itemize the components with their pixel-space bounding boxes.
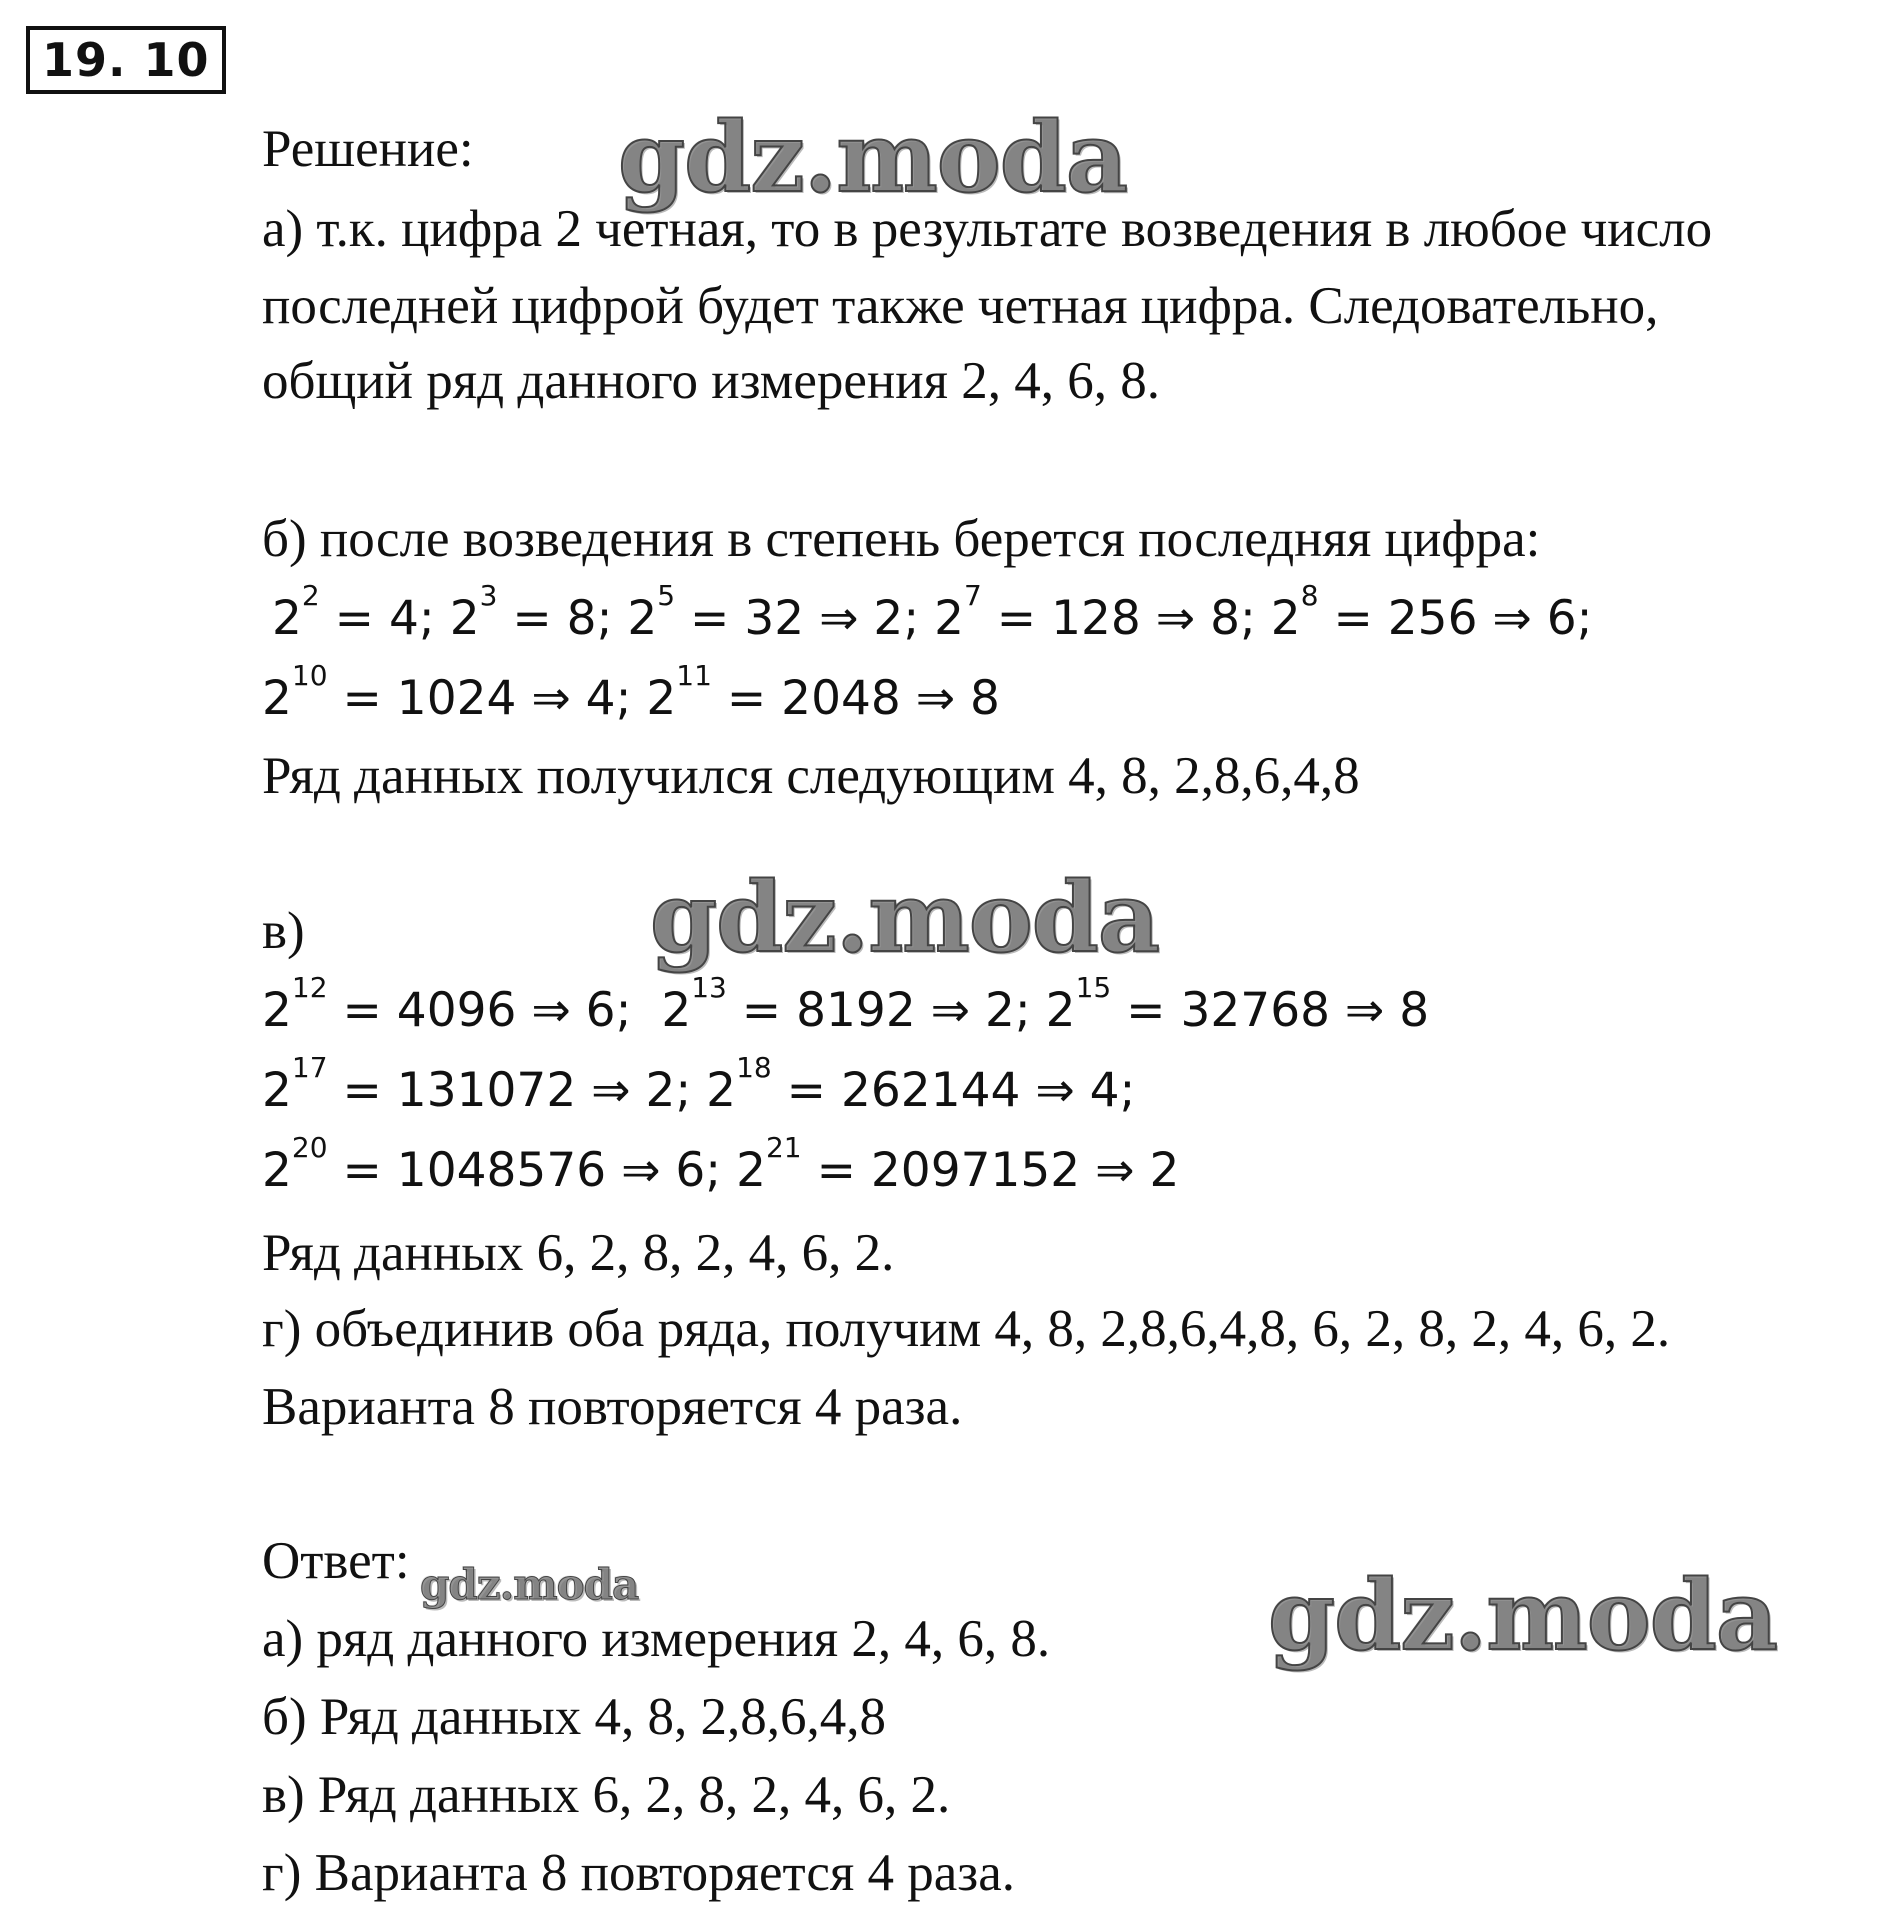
- power-result: = 2097152 ⇒ 2: [801, 1143, 1180, 1198]
- power-base: 2: [736, 1143, 766, 1198]
- part-b-math-line-2: [262, 659, 1000, 730]
- part-g-line-1: г) объединив оба ряда, получим 4, 8, 2,8,6,4,8, 6, 2, 8, 2, 4, 6, 2.: [262, 1300, 1671, 1358]
- part-v-label: в): [262, 902, 305, 960]
- problem-number: 19. 10: [26, 26, 226, 94]
- power-result: = 1048576 ⇒ 6;: [327, 1143, 737, 1198]
- watermark: gdz.moda: [420, 1560, 639, 1609]
- power-base: 2: [1270, 591, 1301, 646]
- part-b-intro: б) после возведения в степень берется последняя цифра:: [262, 510, 1541, 568]
- part-a-line-2: последней цифрой будет также четная цифра. Следовательно,: [262, 277, 1659, 335]
- power-exponent: 18: [736, 1051, 772, 1084]
- power-exponent: 8: [1300, 579, 1319, 612]
- power-exponent: 12: [291, 971, 328, 1004]
- power-base: 2: [449, 591, 480, 646]
- power-base: 2: [1045, 983, 1076, 1038]
- part-v-math-line-3: [262, 1131, 1180, 1202]
- power-base: 2: [706, 1063, 737, 1118]
- power-base: 2: [262, 983, 292, 1038]
- power-exponent: 21: [765, 1131, 802, 1164]
- power-result: = 262144 ⇒ 4;: [771, 1063, 1136, 1118]
- power-result: = 256 ⇒ 6;: [1318, 591, 1593, 646]
- answer-label: Ответ:: [262, 1532, 410, 1590]
- watermark: gdz.moda: [1268, 1559, 1778, 1672]
- power-exponent: 3: [479, 579, 498, 612]
- power-exponent: 13: [691, 971, 727, 1004]
- part-a-line-1: а) т.к. цифра 2 четная, то в результате возведения в любое число: [262, 200, 1713, 258]
- power-exponent: 2: [301, 579, 320, 612]
- power-base: 2: [646, 671, 677, 726]
- answer-a: а) ряд данного измерения 2, 4, 6, 8.: [262, 1610, 1051, 1668]
- answer-v: в) Ряд данных 6, 2, 8, 2, 4, 6, 2.: [262, 1766, 951, 1824]
- part-v-math-line-1: [262, 971, 1430, 1042]
- power-base: 2: [934, 591, 965, 646]
- power-result: = 128 ⇒ 8;: [981, 591, 1271, 646]
- power-exponent: 20: [291, 1131, 328, 1164]
- answer-g: г) Варианта 8 повторяется 4 раза.: [262, 1844, 1015, 1902]
- power-result: = 1024 ⇒ 4;: [327, 671, 647, 726]
- power-base: 2: [272, 591, 302, 646]
- power-base: 2: [661, 983, 692, 1038]
- power-result: = 32 ⇒ 2;: [675, 591, 935, 646]
- power-base: 2: [627, 591, 658, 646]
- power-result: = 4096 ⇒ 6;: [327, 983, 662, 1038]
- solution-label: Решение:: [262, 120, 474, 178]
- part-v-result: Ряд данных 6, 2, 8, 2, 4, 6, 2.: [262, 1224, 895, 1282]
- power-result: = 2048 ⇒ 8: [711, 671, 1000, 726]
- part-a-line-3: общий ряд данного измерения 2, 4, 6, 8.: [262, 352, 1160, 410]
- power-result: = 4;: [319, 591, 450, 646]
- power-result: = 8192 ⇒ 2;: [726, 983, 1046, 1038]
- power-base: 2: [262, 671, 292, 726]
- watermark: gdz.moda: [650, 861, 1160, 974]
- power-exponent: 11: [676, 659, 712, 692]
- part-b-result: Ряд данных получился следующим 4, 8, 2,8,6,4,8: [262, 747, 1360, 805]
- power-result: = 131072 ⇒ 2;: [327, 1063, 707, 1118]
- power-exponent: 17: [291, 1051, 328, 1084]
- power-exponent: 10: [291, 659, 328, 692]
- power-exponent: 15: [1075, 971, 1112, 1004]
- part-g-line-2: Варианта 8 повторяется 4 раза.: [262, 1378, 963, 1436]
- power-result: = 32768 ⇒ 8: [1111, 983, 1430, 1038]
- power-exponent: 7: [964, 579, 982, 612]
- part-b-math-line-1: [272, 579, 1593, 650]
- power-exponent: 5: [657, 579, 676, 612]
- watermark: gdz.moda: [618, 101, 1128, 214]
- answer-b: б) Ряд данных 4, 8, 2,8,6,4,8: [262, 1688, 886, 1746]
- power-result: = 8;: [497, 591, 628, 646]
- part-v-math-line-2: [262, 1051, 1136, 1122]
- power-base: 2: [262, 1143, 292, 1198]
- power-base: 2: [262, 1063, 292, 1118]
